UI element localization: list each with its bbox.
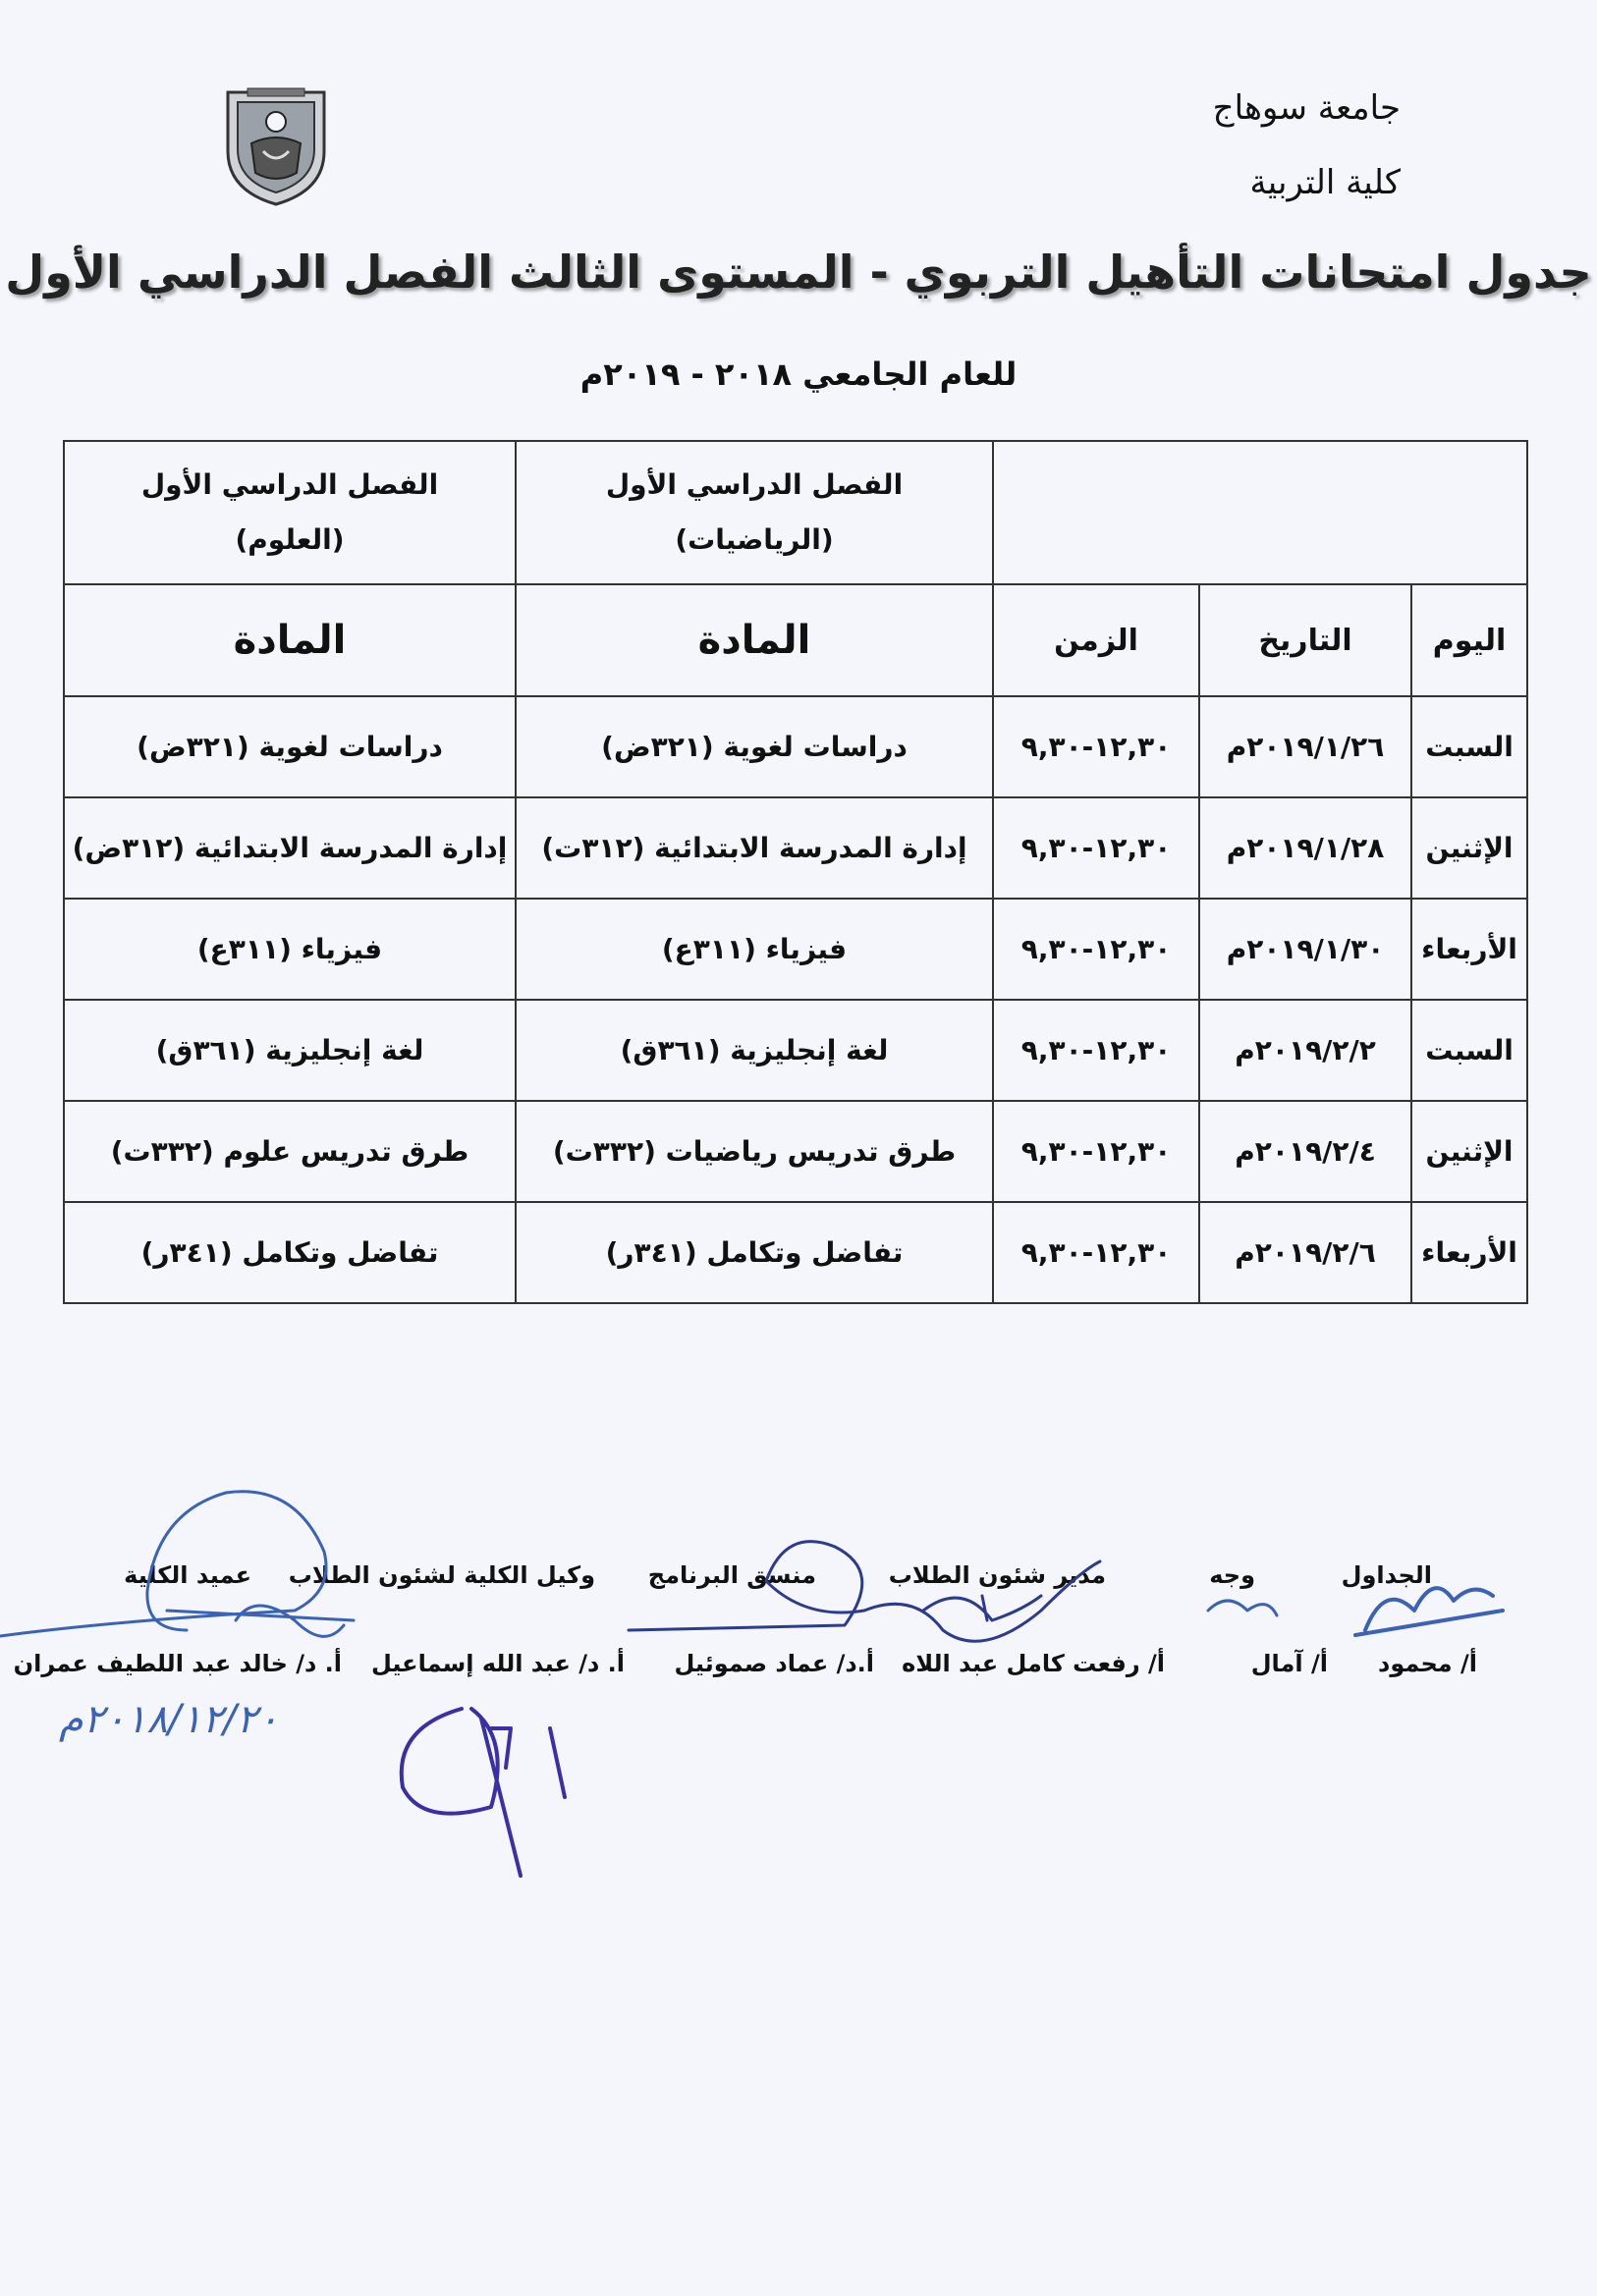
signatory-title-tables: الجداول: [1341, 1561, 1432, 1589]
cell-day: السبت: [1411, 696, 1527, 797]
cell-time: ١٢,٣٠-٩,٣٠: [993, 797, 1199, 899]
signature-student-affairs: [923, 1596, 1041, 1620]
cell-subject-math: تفاضل وتكامل (٣٤١ر): [516, 1202, 993, 1303]
signatory-name-tables: أ/ محمود: [1378, 1650, 1477, 1677]
col-header-day: اليوم: [1411, 584, 1527, 696]
university-logo: [218, 82, 334, 208]
signature-program-coordinator: [629, 1542, 1100, 1642]
cell-day: السبت: [1411, 1000, 1527, 1101]
cell-time: ١٢,٣٠-٩,٣٠: [993, 899, 1199, 1000]
cell-date: ٢٠١٩/١/٣٠م: [1199, 899, 1411, 1000]
cell-subject-science: دراسات لغوية (٣٢١ض): [64, 696, 516, 797]
col-header-date: التاريخ: [1199, 584, 1411, 696]
signatory-title-tables-2: وجه: [1209, 1561, 1255, 1589]
semester-header-math: [516, 441, 993, 584]
cell-date: ٢٠١٩/٢/٦م: [1199, 1202, 1411, 1303]
university-name: جامعة سوهاج: [1212, 88, 1401, 128]
cell-subject-math: لغة إنجليزية (٣٦١ق): [516, 1000, 993, 1101]
table-row: [64, 899, 1527, 1000]
signatory-name-student-affairs: أ/ رفعت كامل عبد اللاه: [902, 1650, 1165, 1677]
signature-tables: [1355, 1588, 1503, 1635]
cell-time: ١٢,٣٠-٩,٣٠: [993, 696, 1199, 797]
col-header-subject-science: المادة: [64, 584, 516, 696]
cell-day: الإثنين: [1411, 1101, 1527, 1202]
column-header-row: [64, 584, 1527, 696]
signatory-title-dean: عميد الكلية: [124, 1561, 251, 1589]
cell-subject-math: طرق تدريس رياضيات (٣٣٢ت): [516, 1101, 993, 1202]
cell-date: ٢٠١٩/٢/٤م: [1199, 1101, 1411, 1202]
faculty-name: كلية التربية: [1249, 163, 1401, 202]
cell-subject-math: دراسات لغوية (٣٢١ض): [516, 696, 993, 797]
academic-year: للعام الجامعي ٢٠١٨ - ٢٠١٩م: [579, 355, 1018, 393]
cell-time: ١٢,٣٠-٩,٣٠: [993, 1000, 1199, 1101]
signatory-title-student-affairs: مدير شئون الطلاب: [888, 1561, 1106, 1589]
cell-subject-science: تفاضل وتكامل (٣٤١ر): [64, 1202, 516, 1303]
signatory-name-dean: أ. د/ خالد عبد اللطيف عمران: [13, 1650, 342, 1677]
col-header-subject-math: المادة: [516, 584, 993, 696]
handwritten-date: ٢٠١٨/١٢/٢٠م: [59, 1697, 279, 1742]
col-header-time: الزمن: [993, 584, 1199, 696]
cell-subject-math: فيزياء (٣١١ع): [516, 899, 993, 1000]
table-row: [64, 1101, 1527, 1202]
table-row: [64, 797, 1527, 899]
cell-subject-math: إدارة المدرسة الابتدائية (٣١٢ت): [516, 797, 993, 899]
cell-day: الأربعاء: [1411, 899, 1527, 1000]
table-row: [64, 1000, 1527, 1101]
cell-time: ١٢,٣٠-٩,٣٠: [993, 1101, 1199, 1202]
signature-vice-dean: [402, 1709, 565, 1876]
table-header-row: [64, 441, 1527, 584]
semester-label: الفصل الدراسي الأول: [140, 468, 439, 501]
cell-time: ١٢,٣٠-٩,٣٠: [993, 1202, 1199, 1303]
signatory-name-vice-dean: أ. د/ عبد الله إسماعيل: [370, 1650, 625, 1677]
signature-tables-2: [1208, 1601, 1277, 1615]
cell-subject-science: فيزياء (٣١١ع): [64, 899, 516, 1000]
semester-header-science: [64, 441, 516, 584]
signatory-title-vice-dean: وكيل الكلية لشئون الطلاب: [288, 1561, 595, 1589]
signatory-title-program-coordinator: منسق البرنامج: [647, 1561, 816, 1589]
table-row: [64, 696, 1527, 797]
cell-subject-science: إدارة المدرسة الابتدائية (٣١٢ض): [64, 797, 516, 899]
table-row: [64, 1202, 1527, 1303]
empty-header-cell: [993, 441, 1527, 584]
cell-date: ٢٠١٩/١/٢٦م: [1199, 696, 1411, 797]
cell-date: ٢٠١٩/٢/٢م: [1199, 1000, 1411, 1101]
cell-subject-science: لغة إنجليزية (٣٦١ق): [64, 1000, 516, 1101]
signatory-name-tables-2: أ/ آمال: [1250, 1650, 1328, 1677]
track-label: (العلوم): [235, 523, 345, 556]
track-label: (الرياضيات): [675, 523, 834, 556]
signatory-name-program-coordinator: أ.د/ عماد صموئيل: [674, 1650, 874, 1677]
exam-schedule-table: [63, 440, 1528, 1304]
cell-day: الإثنين: [1411, 797, 1527, 899]
cell-date: ٢٠١٩/١/٢٨م: [1199, 797, 1411, 899]
cell-day: الأربعاء: [1411, 1202, 1527, 1303]
semester-label: الفصل الدراسي الأول: [605, 468, 904, 501]
page-title: جدول امتحانات التأهيل التربوي - المستوى الثالث الفصل الدراسي الأول: [5, 246, 1592, 299]
cell-subject-science: طرق تدريس علوم (٣٣٢ت): [64, 1101, 516, 1202]
